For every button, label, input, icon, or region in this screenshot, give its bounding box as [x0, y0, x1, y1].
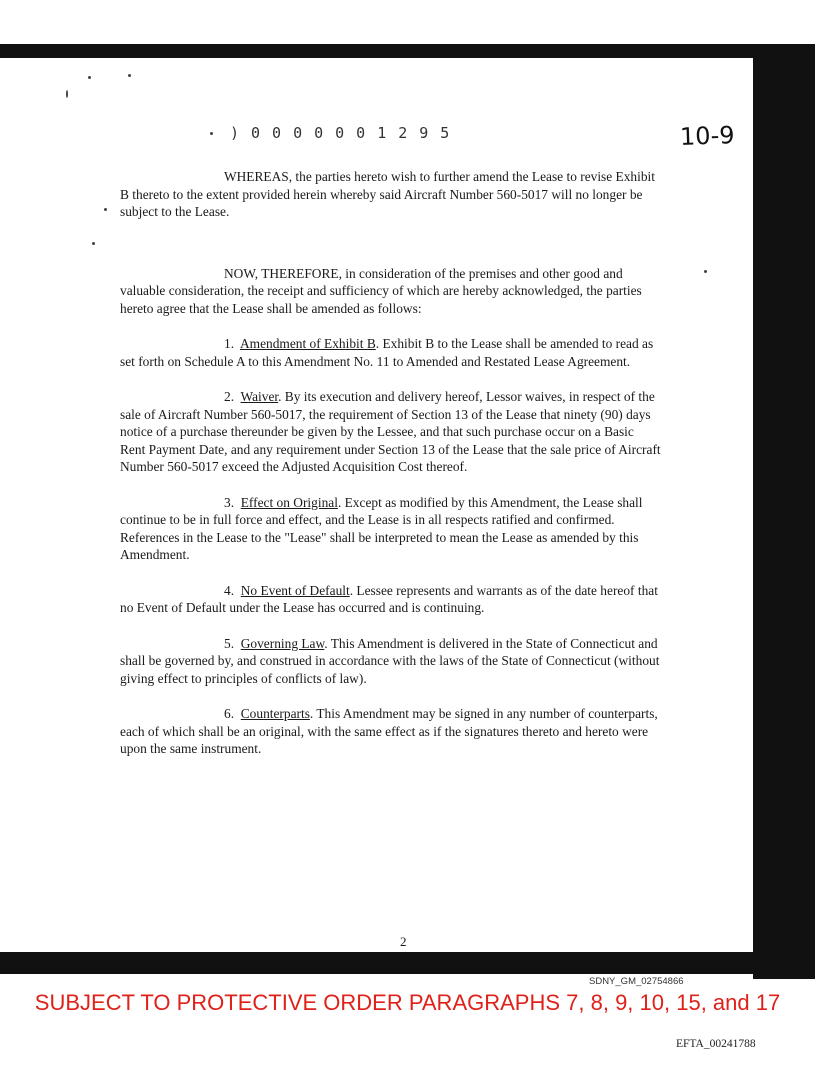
bates-number: SDNY_GM_02754866 [589, 976, 684, 987]
efta-number: EFTA_00241788 [676, 1038, 756, 1050]
section-5: 5. Governing Law. This Amendment is delivered in the State of Connecticut and shall be governed by, and construed in accordance with the laws of the State of Connecticut (without giving effect to principles of conflicts of law). [120, 635, 660, 686]
section-1: 1. Amendment of Exhibit B. Exhibit B to the Lease shall be amended to read as set forth on Schedule A to this Amendment No. 11 to Amended and Restated Lease Agreement. [120, 336, 654, 369]
protective-order-banner: SUBJECT TO PROTECTIVE ORDER PARAGRAPHS 7, 8, 9, 10, 15, and 17 [34, 990, 781, 1015]
scan-speck [66, 90, 68, 98]
section-heading: No Event of Default [240, 582, 350, 598]
scan-speck [92, 242, 95, 245]
scan-speck [128, 74, 131, 77]
page-number: 2 [400, 934, 407, 949]
section-3: 3. Effect on Original. Except as modified by this Amendment, the Lease shall continue to be in full force and effect, and the Lease is in all respects ratified and confirmed. References in the Lease to the "Lease" shall be interpreted to mean the Lease as amended by this Amendment. [120, 494, 643, 562]
scan-speck [704, 270, 707, 273]
section-6: 6. Counterparts. This Amendment may be signed in any number of counterparts, each of which shall be an original, with the same effect as if the signatures thereto and hereto were upon the same instrument. [120, 706, 658, 756]
scan-border-right [753, 44, 815, 979]
section-4: 4. No Event of Default. Lessee represents and warrants as of the date hereof that no Event of Default under the Lease has occurred and is continuing. [120, 582, 658, 615]
scan-speck [88, 76, 91, 79]
handwritten-page-mark: 10-9 [679, 121, 735, 151]
scanned-page [0, 44, 815, 979]
scan-speck [104, 208, 107, 211]
scan-border-bottom [0, 952, 815, 974]
section-heading: Amendment of Exhibit B [240, 336, 376, 351]
section-heading: Waiver [240, 389, 279, 404]
now-therefore-paragraph: NOW, THEREFORE, in consideration of the premises and other good and valuable consideration, the receipt and sufficiency of which are hereby acknowledged, the parties hereto agree that the Lease shall be amended as follows: [120, 265, 642, 316]
document-body [120, 168, 662, 776]
section-2: 2. Waiver. By its execution and delivery hereof, Lessor waives, in respect of the sale of Aircraft Number 560-5017, the requirement of Section 13 of the Lease that ninety (90) days notice of a purchase thereunder be given by the Lessee, and that such purchase occur on a Basic Rent Payment Date, and any requirement under Section 13 of the Lease that the sale price of Aircraft Number 560-5017 exceed the Adjusted Acquisition Cost thereof. [120, 389, 661, 474]
whereas-paragraph: WHEREAS, the parties hereto wish to further amend the Lease to revise Exhibit B thereto to the extent provided herein whereby said Aircraft Number 560-5017 will no longer be subject to the Lease. [120, 169, 655, 219]
scan-speck [210, 132, 213, 135]
section-heading: Effect on Original [240, 494, 338, 510]
section-heading: Counterparts [240, 706, 310, 721]
scan-border-top [0, 44, 815, 58]
section-heading: Governing Law [240, 635, 325, 651]
document-stamp-number: )0000001295 [230, 124, 462, 142]
